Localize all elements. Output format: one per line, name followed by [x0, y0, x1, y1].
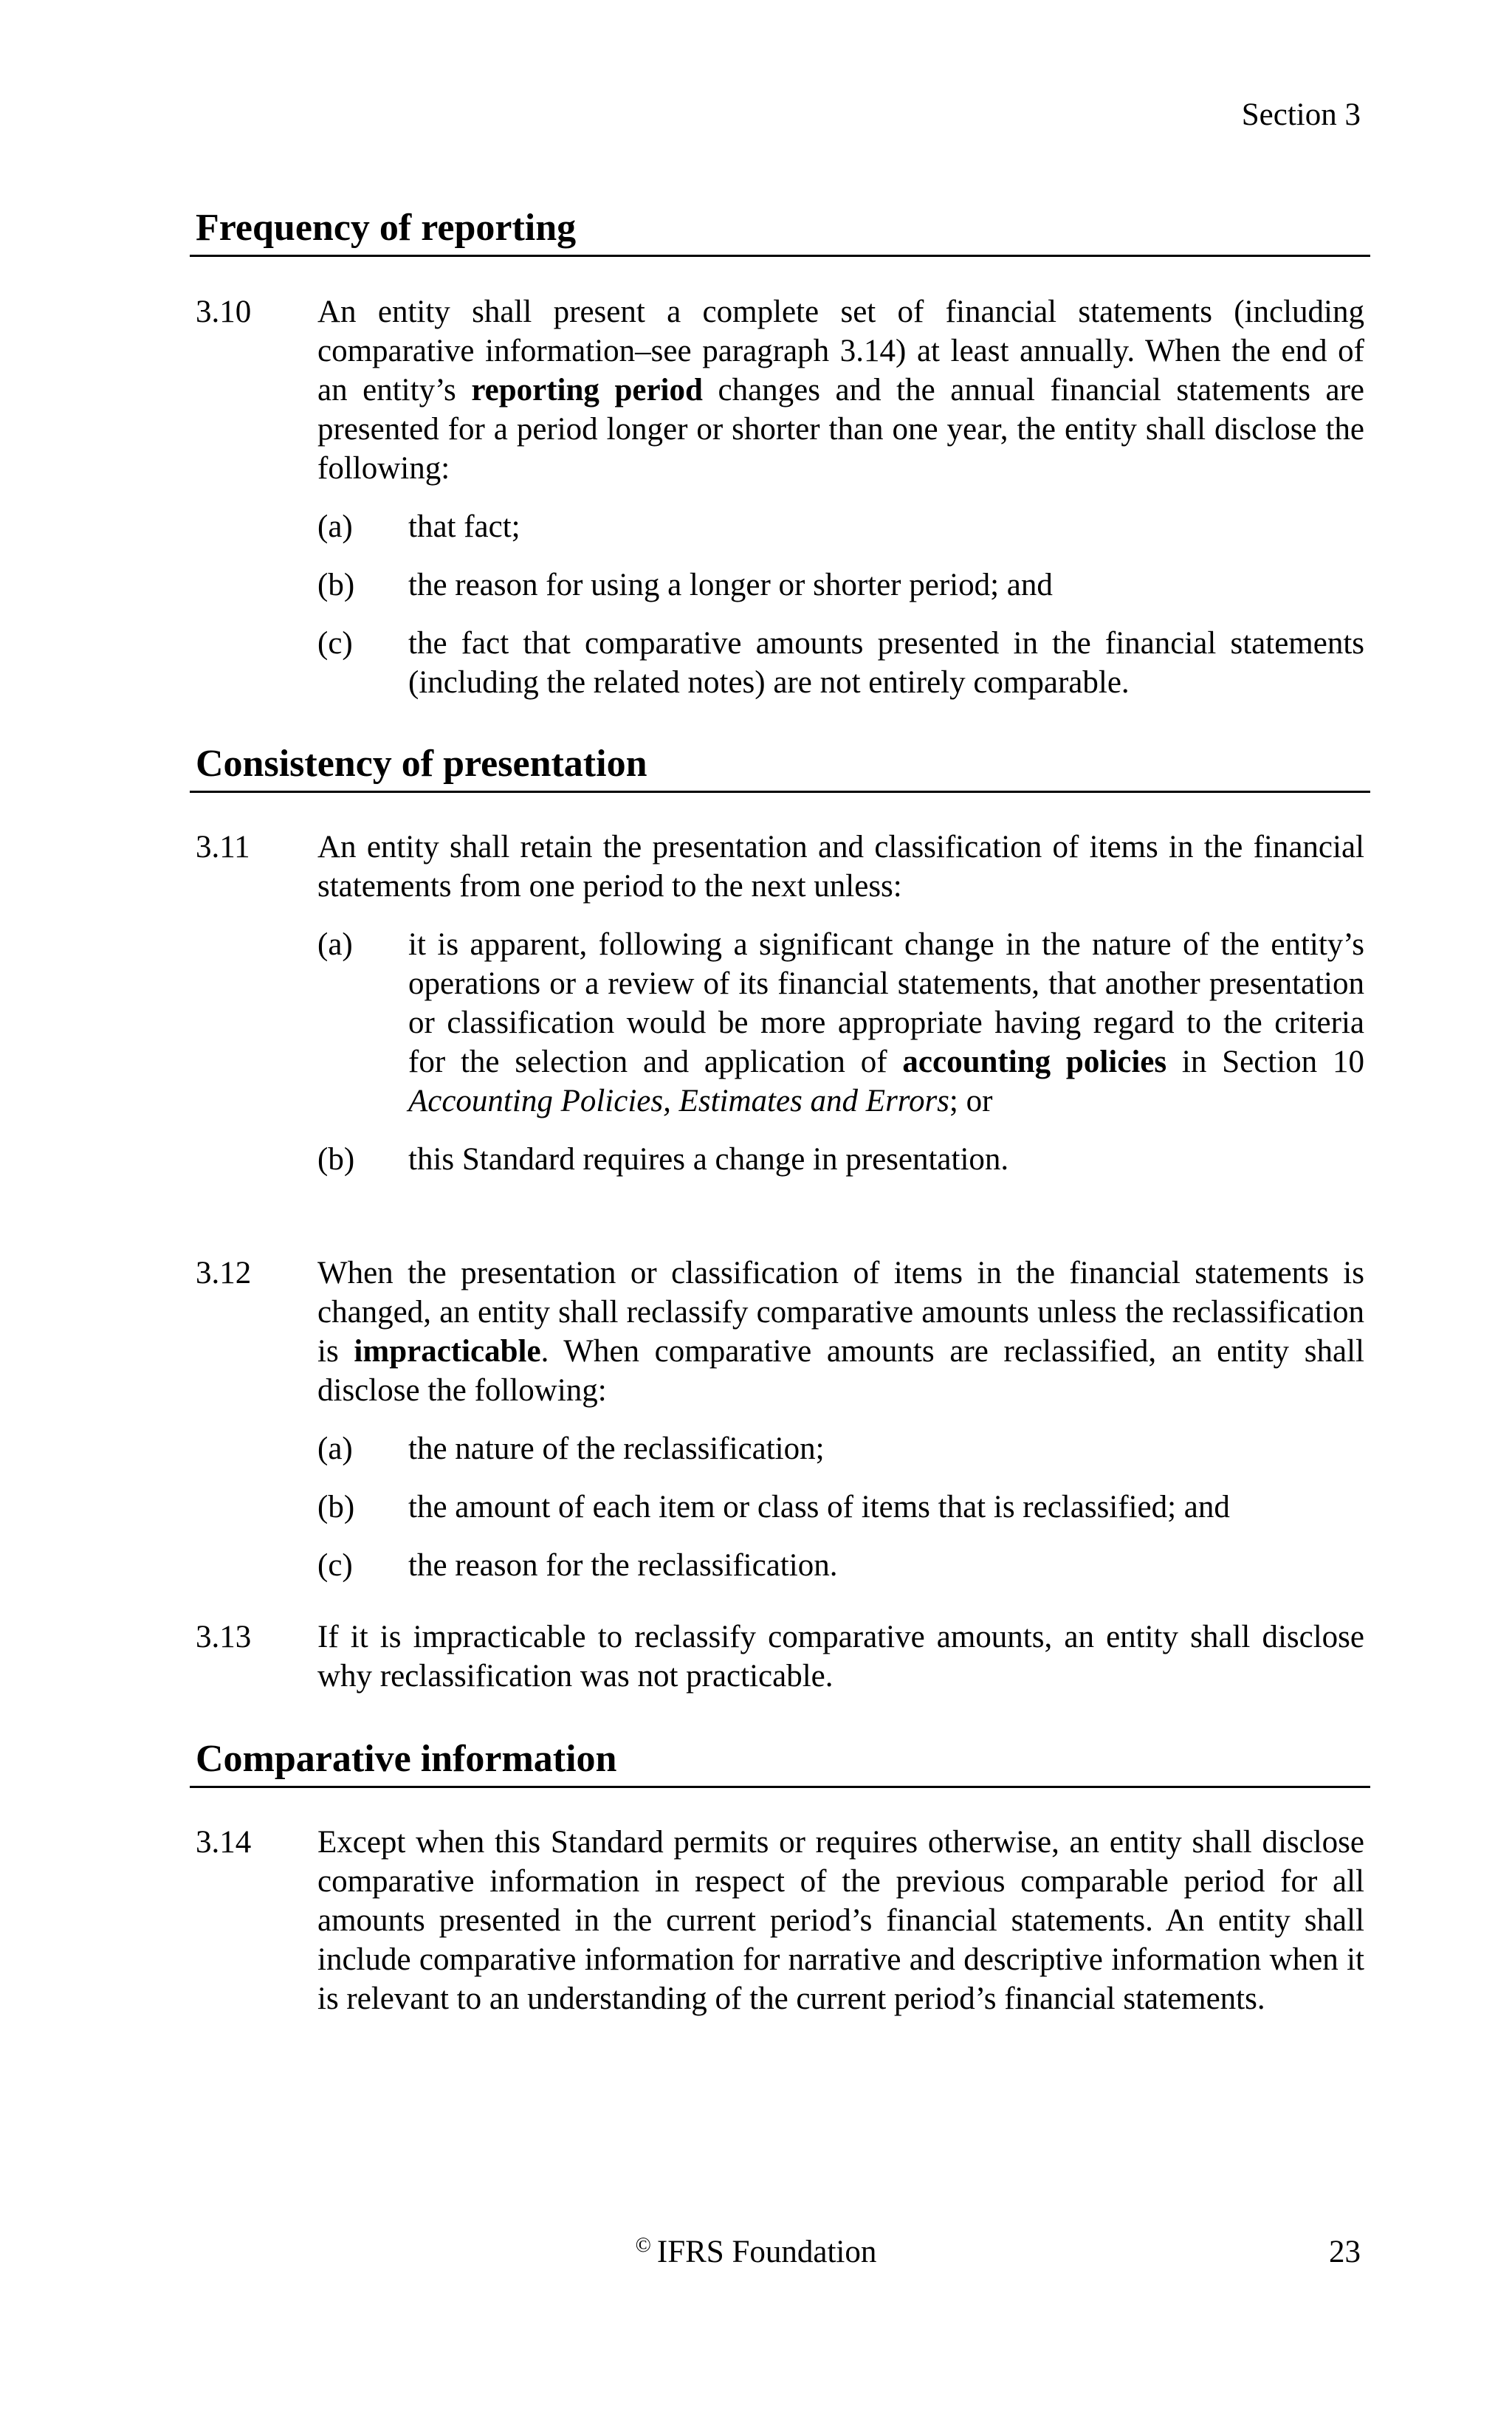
defined-term: accounting policies [902, 1045, 1167, 1079]
list-item [317, 1546, 1364, 1585]
text-run: An entity shall present a complete set of financial statements (including comparative information–see paragraph 3.14) at least annually. When the end of an entity’s [317, 295, 1364, 408]
page-number: 23 [1329, 2235, 1361, 2269]
paragraph-text [317, 1254, 1364, 1410]
text-run: changes and the annual financial statements are presented for a period longer or shorter than one year, the entity shall disclose the following: [317, 373, 1364, 486]
running-header: Section 3 [1241, 97, 1361, 132]
item-list [317, 1429, 1364, 1585]
text-run: ; or [949, 1084, 993, 1118]
list-item [317, 565, 1364, 605]
item-text: the amount of each item or class of items that is reclassified; and [408, 1490, 1230, 1524]
list-item [317, 1488, 1364, 1527]
text-run: . When comparative amounts are reclassified, an entity shall disclose the following: [317, 1334, 1364, 1408]
item-text: the reason for using a longer or shorter period; and [408, 568, 1053, 602]
paragraph-text [317, 292, 1364, 488]
defined-term: impracticable [354, 1334, 541, 1369]
item-label: (c) [317, 626, 353, 661]
item-label: (a) [317, 1431, 353, 1466]
list-item [317, 1140, 1364, 1179]
paragraph-3-10 [196, 292, 1364, 702]
copyright-symbol: © [635, 2234, 651, 2257]
defined-term: reporting period [471, 373, 703, 408]
list-item [317, 624, 1364, 702]
paragraph-number: 3.12 [196, 1256, 252, 1290]
item-label: (a) [317, 927, 353, 962]
footer-copyright [0, 2234, 1512, 2270]
paragraph-3-13 [196, 1617, 1364, 1696]
paragraph-3-14 [196, 1823, 1364, 2018]
item-text: the reason for the reclassification. [408, 1548, 838, 1583]
item-label: (c) [317, 1548, 353, 1583]
paragraph-3-11 [196, 828, 1364, 1179]
paragraph-number: 3.14 [196, 1825, 252, 1860]
standard-title: Accounting Policies, Estimates and Errors [408, 1084, 949, 1118]
paragraph-number: 3.11 [196, 830, 250, 864]
section-heading-comparative: Comparative information [190, 1738, 1370, 1788]
paragraph-3-12 [196, 1254, 1364, 1585]
text-run: in Section 10 [1166, 1045, 1364, 1079]
item-label: (b) [317, 568, 355, 602]
item-text [408, 925, 1364, 1121]
paragraph-text: If it is impracticable to reclassify comparative amounts, an entity shall disclose why reclassification was not practicable. [317, 1620, 1364, 1694]
item-text: the fact that comparative amounts presented in the financial statements (including the related notes) are not entirely comparable. [408, 626, 1364, 700]
paragraph-number: 3.10 [196, 295, 252, 329]
item-label: (b) [317, 1490, 355, 1524]
text-run: When the presentation or classification of items in the financial statements is changed, an entity shall reclassify comparative amounts unless the reclassification is [317, 1256, 1364, 1369]
list-item [317, 507, 1364, 546]
item-label: (b) [317, 1142, 355, 1177]
paragraph-text: An entity shall retain the presentation and classification of items in the financial statements from one period to the next unless: [317, 830, 1364, 904]
paragraph-text: Except when this Standard permits or requires otherwise, an entity shall disclose comparative information in respect of the previous comparable period for all amounts presented in the current period’s financial statements. An entity shall include comparative information for narrative and descriptive information when it is relevant to an understanding of the current period’s financial statements. [317, 1825, 1364, 2016]
item-text: that fact; [408, 509, 520, 544]
item-list [317, 925, 1364, 1179]
footer-publisher: IFRS Foundation [656, 2235, 877, 2269]
item-label: (a) [317, 509, 353, 544]
section-heading-frequency: Frequency of reporting [190, 207, 1370, 257]
list-item [317, 925, 1364, 1121]
list-item [317, 1429, 1364, 1468]
paragraph-number: 3.13 [196, 1620, 252, 1654]
section-heading-consistency: Consistency of presentation [190, 743, 1370, 793]
item-list [317, 507, 1364, 702]
item-text: the nature of the reclassification; [408, 1431, 825, 1466]
text-run: it is apparent, following a significant change in the nature of the entity’s operations or a review of its financial statements, that another presentation or classification would be more appropriate having regard to the criteria for the selection and application of [408, 927, 1364, 1079]
item-text: this Standard requires a change in presentation. [408, 1142, 1009, 1177]
